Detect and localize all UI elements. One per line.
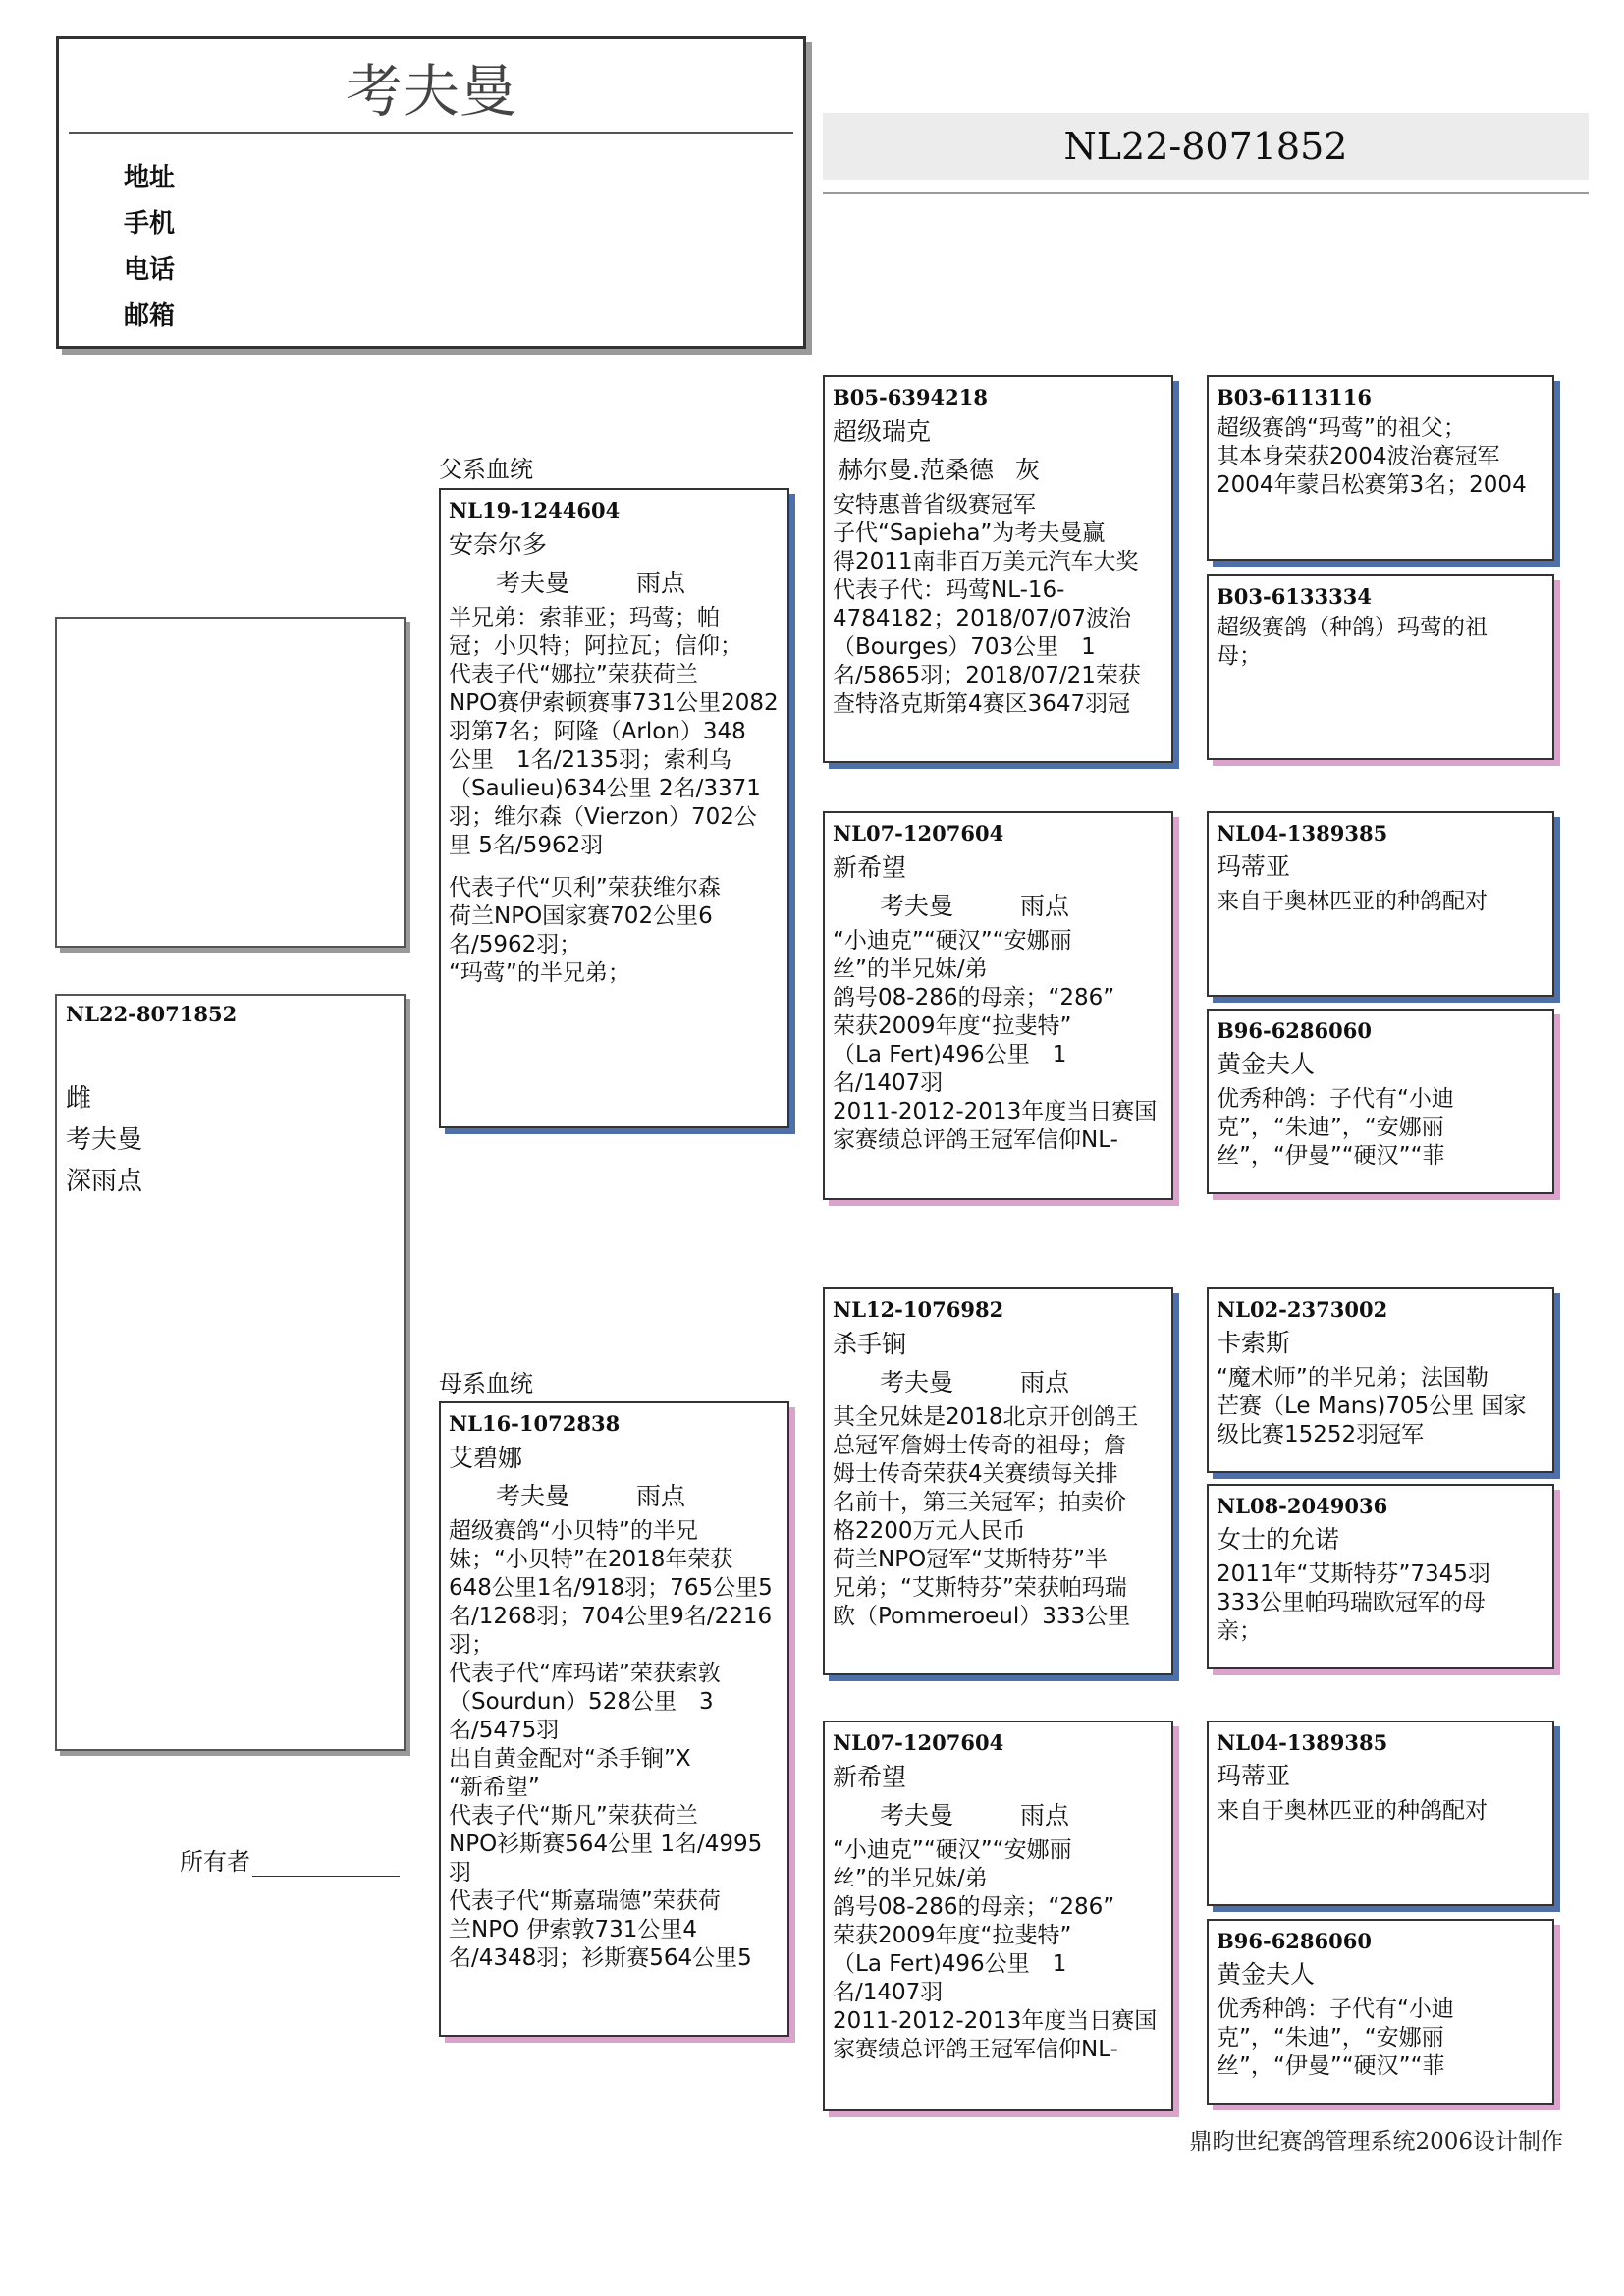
subject-pigeon-box (55, 994, 406, 1751)
ssd-box (1207, 574, 1554, 760)
sire-box (439, 488, 789, 1128)
sdd-ring: B96-6286060 (1217, 1018, 1372, 1043)
sds-ring: NL04-1389385 (1217, 821, 1388, 846)
sss-ring: B03-6113116 (1217, 385, 1372, 410)
dsd-description: 2011年“艾斯特芬”7345羽 333公里帕玛瑞欧冠军的母 亲； (1217, 1561, 1490, 1644)
ddd-name: 黄金夫人 (1217, 1960, 1316, 1989)
dam-breeder: 考夫曼 (496, 1482, 570, 1510)
dss-box (1207, 1287, 1554, 1473)
banner-divider (823, 192, 1589, 194)
subject-ring: NL22-8071852 (66, 1002, 238, 1026)
subject-sex: 雌 (66, 1084, 92, 1114)
dss-ring: NL02-2373002 (1217, 1297, 1388, 1322)
dam-dam-ring: NL07-1207604 (833, 1730, 1004, 1755)
footer-credit: 鼎昀世纪赛鸽管理系统2006设计制作 (1189, 2129, 1563, 2155)
sss-description: 超级赛鸽“玛莺”的祖父； 其本身荣获2004波治赛冠军 2004年蒙吕松赛第3名；2004 (1217, 415, 1527, 498)
ddd-box (1207, 1919, 1554, 2105)
sire-sire-breeder: 赫尔曼.范桑德 (839, 456, 994, 484)
ring-number-banner: NL22-8071852 (823, 113, 1589, 180)
dam-dam-name: 新希望 (833, 1763, 907, 1791)
dam-sire-box (823, 1287, 1173, 1675)
dam-breeder-color (449, 1478, 780, 1515)
sss-box (1207, 375, 1554, 561)
sdd-box (1207, 1009, 1554, 1194)
dsd-name: 女士的允诺 (1217, 1525, 1340, 1554)
phone-label: 电话 (124, 255, 176, 285)
dam-sire-breeder: 考夫曼 (880, 1368, 954, 1396)
sire-description: 半兄弟：索菲亚；玛莺；帕 冠；小贝特；阿拉瓦；信仰； 代表子代“娜拉”荣获荷兰 NPO赛伊索顿赛事731公里2082 羽第7名；阿隆（Arlon）348 公里 1名/2135羽；索利乌 （Saulieu)634公里 2名/3371 羽；维尔森（Vierzon）702公 里 5名/5962羽 (449, 605, 779, 858)
sire-sire-name: 超级瑞克 (833, 417, 932, 446)
dsd-ring: NL08-2049036 (1217, 1494, 1388, 1518)
dds-description: 来自于奥林匹亚的种鸽配对 (1217, 1798, 1488, 1824)
ssd-description: 超级赛鸽（种鸽）玛莺的祖 母； (1217, 615, 1488, 669)
sire-dam-ring: NL07-1207604 (833, 821, 1004, 846)
sire-sire-description: 安特惠普省级赛冠军 子代“Sapieha”为考夫曼赢 得2011南非百万美元汽车大奖 代表子代：玛莺NL-16- 4784182；2018/07/07波治 （Bourges）703公里 1 名/5865羽；2018/07/21荣获 查特洛克斯第4赛区3647羽冠 (833, 492, 1141, 717)
dam-name: 艾碧娜 (449, 1444, 523, 1472)
dam-box (439, 1401, 789, 2037)
mobile-label: 手机 (124, 209, 176, 239)
sire-sire-breeder-color (833, 452, 1164, 489)
sire-breeder-color (449, 565, 780, 602)
dam-color: 雨点 (636, 1482, 686, 1510)
sire-breeder: 考夫曼 (496, 569, 570, 597)
dss-name: 卡索斯 (1217, 1329, 1291, 1357)
sdd-description: 优秀种鸽：子代有“小迪 克”，“朱迪”，“安娜丽 丝”，“伊曼”“硬汉”“菲 (1217, 1086, 1454, 1169)
dam-dam-color: 雨点 (1020, 1801, 1070, 1830)
sire-sire-color: 灰 (1014, 456, 1040, 484)
sire-dam-box (823, 811, 1173, 1200)
sire-dam-description: “小迪克”“硬汉”“安娜丽 丝”的半兄妹/弟 鸽号08-286的母亲；“286” 荣获2009年度“拉斐特” （La Fert)496公里 1 名/1407羽 2011-2012-2013年度当日赛国 家赛绩总评鸽王冠军信仰NL- (833, 928, 1158, 1153)
dss-description: “魔术师”的半兄弟；法国勒 芒赛（Le Mans)705公里 国家 级比赛15252羽冠军 (1217, 1365, 1527, 1448)
dam-ring: NL16-1072838 (449, 1411, 621, 1436)
sire-dam-breeder: 考夫曼 (880, 892, 954, 920)
dam-sire-ring: NL12-1076982 (833, 1297, 1004, 1322)
sire-color: 雨点 (636, 569, 686, 597)
ddd-description: 优秀种鸽：子代有“小迪 克”，“朱迪”，“安娜丽 丝”，“伊曼”“硬汉”“菲 (1217, 1996, 1454, 2079)
email-label: 邮箱 (124, 301, 176, 331)
sire-ring: NL19-1244604 (449, 498, 621, 522)
sds-name: 玛蒂亚 (1217, 852, 1291, 881)
photo-placeholder (55, 617, 406, 948)
dam-sire-breeder-color (833, 1364, 1164, 1401)
sire-description-extra: 代表子代“贝利”荣获维尔森 荷兰NPO国家赛702公里6 名/5962羽； “玛莺”的半兄弟； (449, 875, 721, 986)
ssd-ring: B03-6133334 (1217, 584, 1372, 609)
owner-divider (69, 132, 793, 134)
dam-dam-breeder: 考夫曼 (880, 1801, 954, 1830)
sire-dam-name: 新希望 (833, 853, 907, 882)
dam-sire-name: 杀手锏 (833, 1330, 907, 1358)
dam-line-label: 母系血统 (439, 1370, 533, 1397)
dds-ring: NL04-1389385 (1217, 1730, 1388, 1755)
sire-sire-box (823, 375, 1173, 763)
ddd-ring: B96-6286060 (1217, 1929, 1372, 1953)
dam-dam-breeder-color (833, 1797, 1164, 1834)
address-label: 地址 (124, 163, 176, 192)
sds-box (1207, 811, 1554, 997)
sds-description: 来自于奥林匹亚的种鸽配对 (1217, 889, 1488, 914)
dam-dam-description: “小迪克”“硬汉”“安娜丽 丝”的半兄妹/弟 鸽号08-286的母亲；“286” 荣获2009年度“拉斐特” （La Fert)496公里 1 名/1407羽 2011-2012-2013年度当日赛国 家赛绩总评鸽王冠军信仰NL- (833, 1837, 1158, 2062)
sdd-name: 黄金夫人 (1217, 1050, 1316, 1078)
dam-description: 超级赛鸽“小贝特”的半兄 妹；“小贝特”在2018年荣获 648公里1名/918羽；765公里5 名/1268羽；704公里9名/2216 羽； 代表子代“库玛诺”荣获索敦 （Sourdun）528公里 3 名/5475羽 出自黄金配对“杀手锏”X “新希望” 代表子代“斯凡”荣获荷兰 NPO衫斯赛564公里 1名/4995 羽 代表子代“斯嘉瑞德”荣获荷 兰NPO 伊索敦731公里4 名/4348羽；衫斯赛564公里5 (449, 1518, 773, 1971)
owner-name: 考夫曼 (345, 58, 516, 125)
dam-sire-description: 其全兄妹是2018北京开创鸽王 总冠军詹姆士传奇的祖母；詹 姆士传奇荣获4关赛绩每关排 名前十，第三关冠军；拍卖价 格2200万元人民币 荷兰NPO冠军“艾斯特芬”半 兄弟；“艾斯特芬”荣获帕玛瑞 欧（Pommeroeul）333公里 (833, 1404, 1139, 1629)
owner-info-box (56, 36, 806, 349)
sire-dam-color: 雨点 (1020, 892, 1070, 920)
subject-color: 深雨点 (66, 1167, 143, 1196)
dsd-box (1207, 1484, 1554, 1669)
sire-line-label: 父系血统 (439, 456, 533, 483)
dam-dam-box (823, 1721, 1173, 2111)
sire-sire-ring: B05-6394218 (833, 385, 988, 410)
dds-name: 玛蒂亚 (1217, 1762, 1291, 1790)
dam-sire-color: 雨点 (1020, 1368, 1070, 1396)
owner-signature-label: 所有者 (180, 1848, 250, 1876)
subject-name: 考夫曼 (66, 1125, 143, 1155)
owner-signature (180, 1842, 400, 1877)
dds-box (1207, 1721, 1554, 1906)
signature-line (252, 1854, 400, 1877)
sire-dam-breeder-color (833, 888, 1164, 925)
sire-name: 安奈尔多 (449, 530, 548, 559)
owner-fields (124, 155, 175, 340)
